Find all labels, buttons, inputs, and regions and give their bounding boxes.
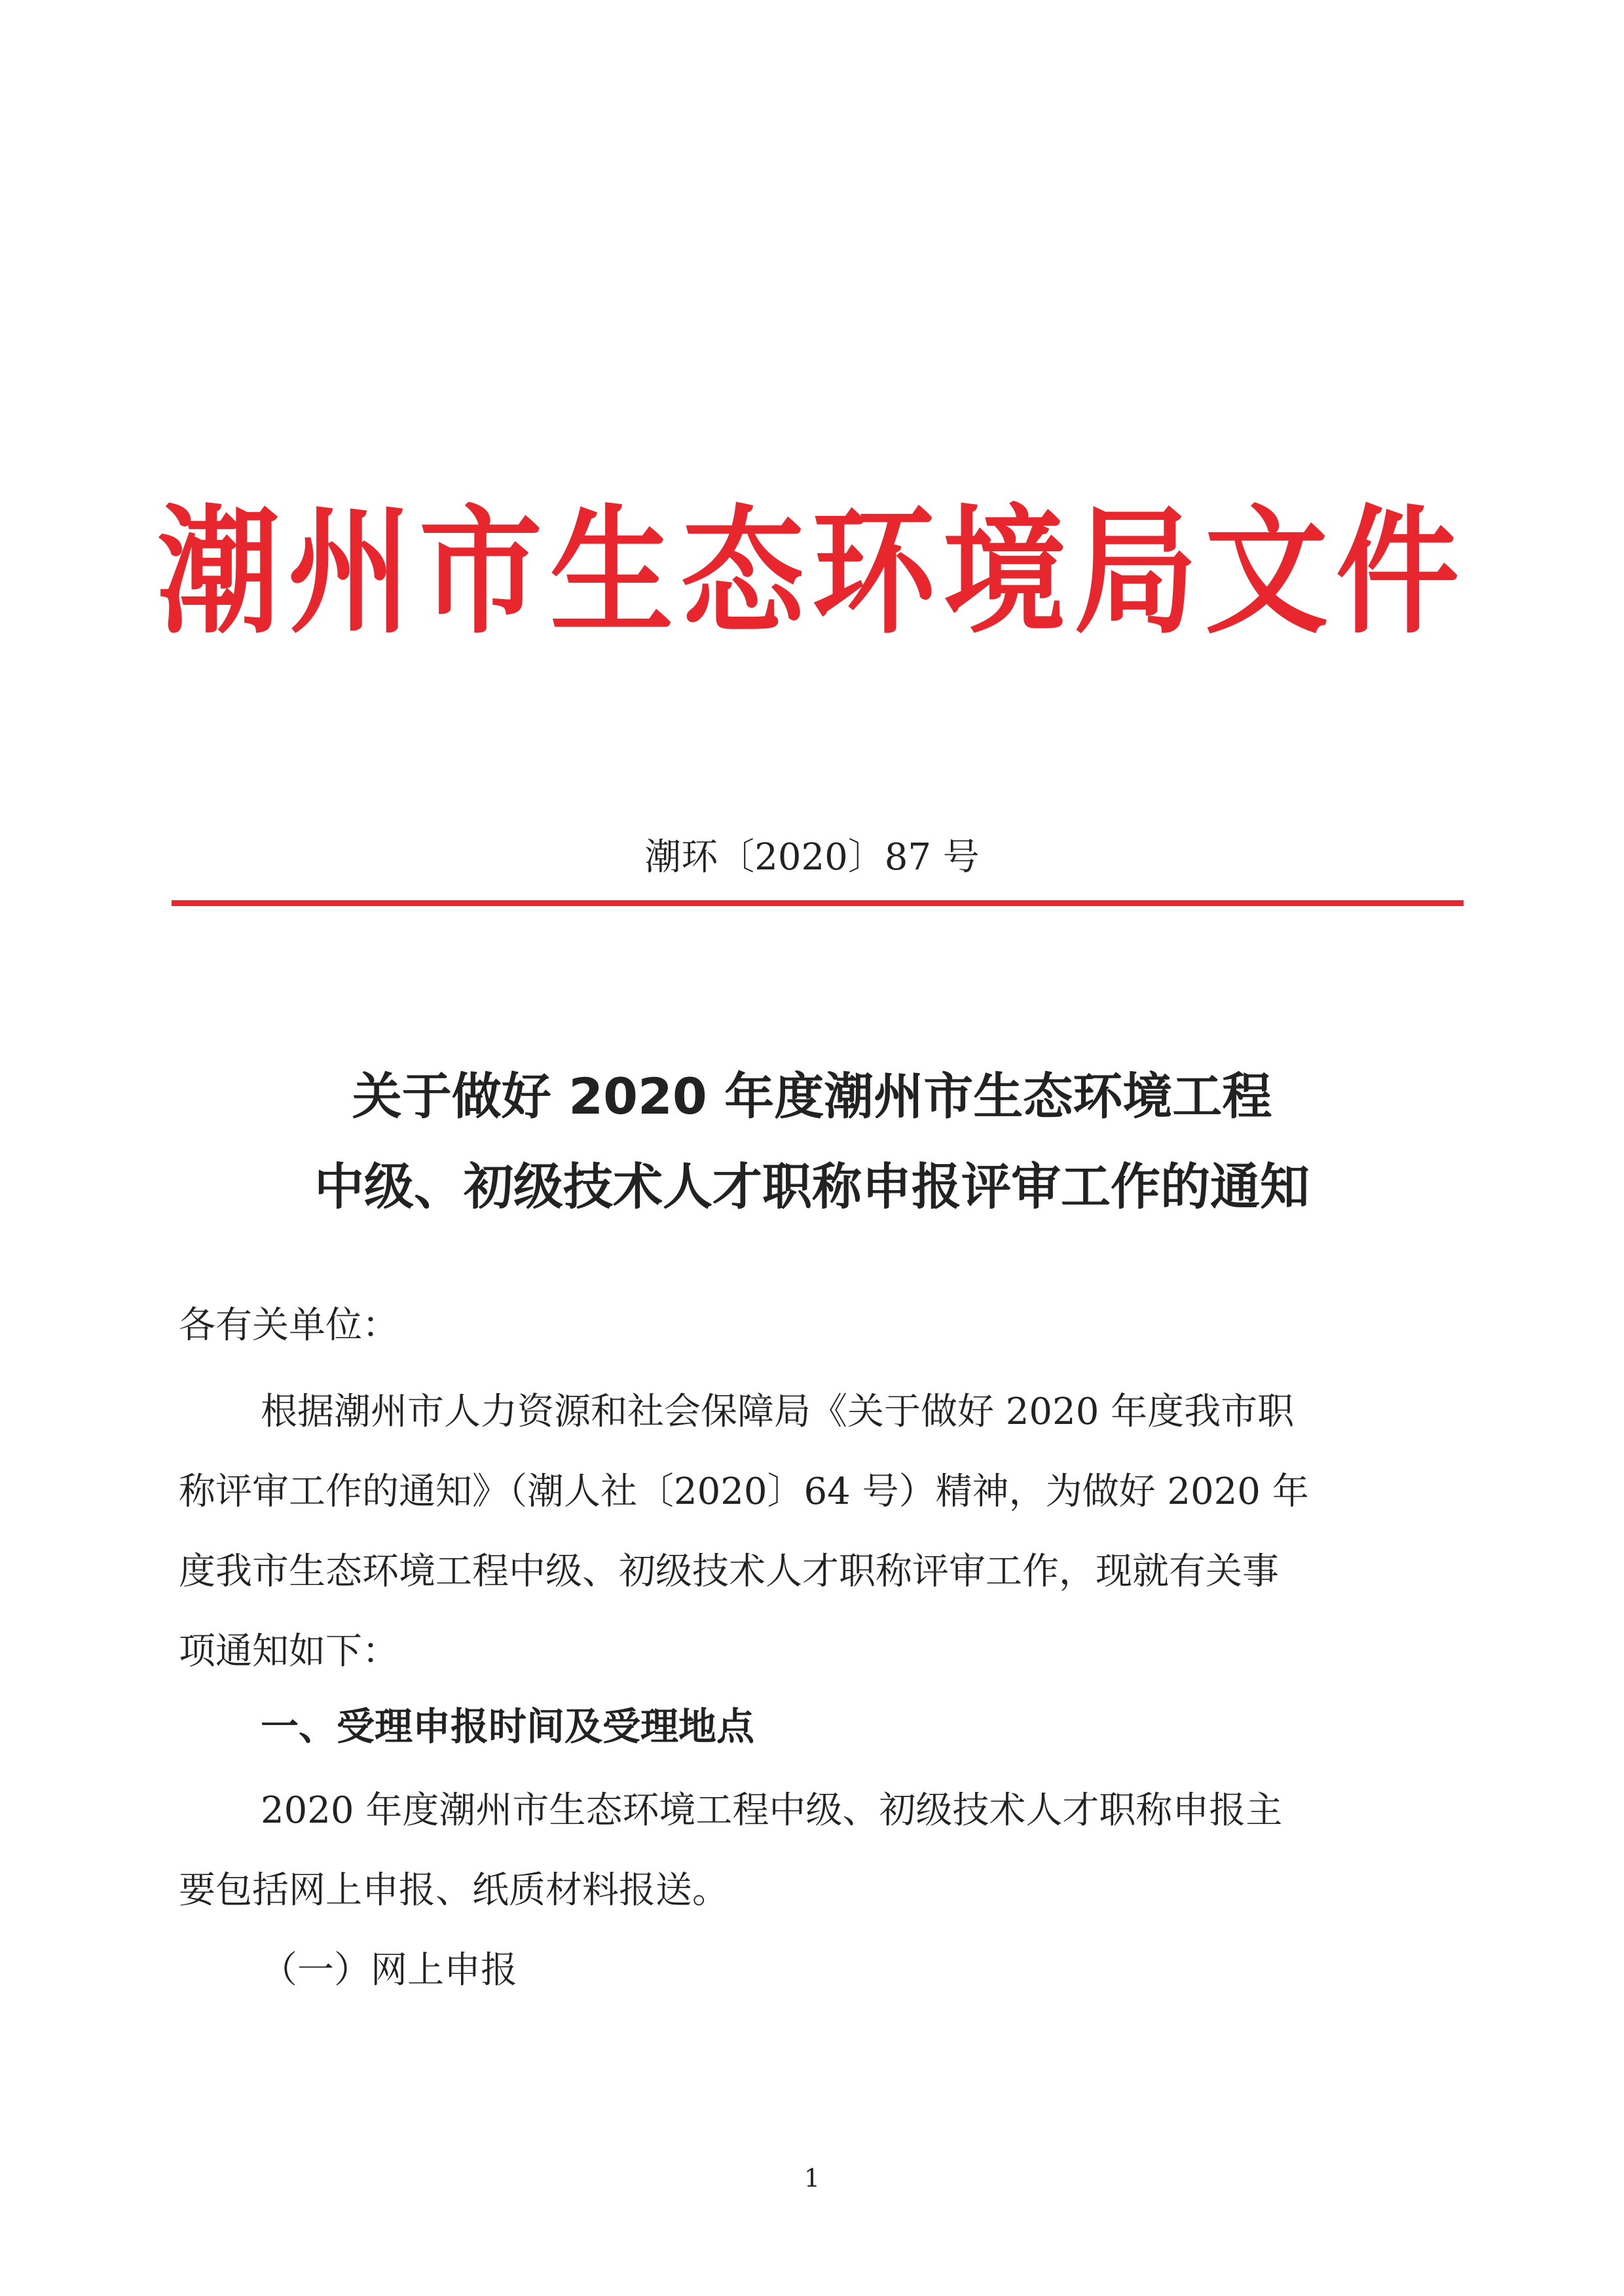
red-divider-line (172, 900, 1464, 906)
paragraph-1-line-1: 根据潮州市人力资源和社会保障局《关于做好 2020 年度我市职 (261, 1391, 1295, 1433)
salutation: 各有关单位： (179, 1304, 399, 1347)
notice-title-line-2: 中级、初级技术人才职称申报评审工作的通知 (314, 1157, 1310, 1216)
section-heading-1: 一、受理申报时间及受理地点 (261, 1704, 755, 1749)
page-number: 1 (803, 2164, 821, 2193)
paragraph-1-line-3: 度我市生态环境工程中级、初级技术人才职称评审工作，现就有关事 (179, 1550, 1279, 1593)
paragraph-1-line-4: 项通知如下： (179, 1630, 399, 1673)
notice-title-line-1: 关于做好 2020 年度潮州市生态环境工程 (352, 1067, 1272, 1125)
document-number: 潮环〔2020〕87 号 (644, 836, 980, 879)
paragraph-2-line-2: 要包括网上申报、纸质材料报送。 (179, 1869, 729, 1912)
subsection-heading-1: （一）网上申报 (261, 1949, 517, 1992)
paragraph-1-line-2: 称评审工作的通知》（潮人社〔2020〕64 号）精神，为做好 2020 年 (179, 1470, 1309, 1513)
paragraph-2-line-1: 2020 年度潮州市生态环境工程中级、初级技术人才职称申报主 (261, 1789, 1283, 1832)
masthead-title: 潮州市生态环境局文件 (157, 492, 1467, 653)
